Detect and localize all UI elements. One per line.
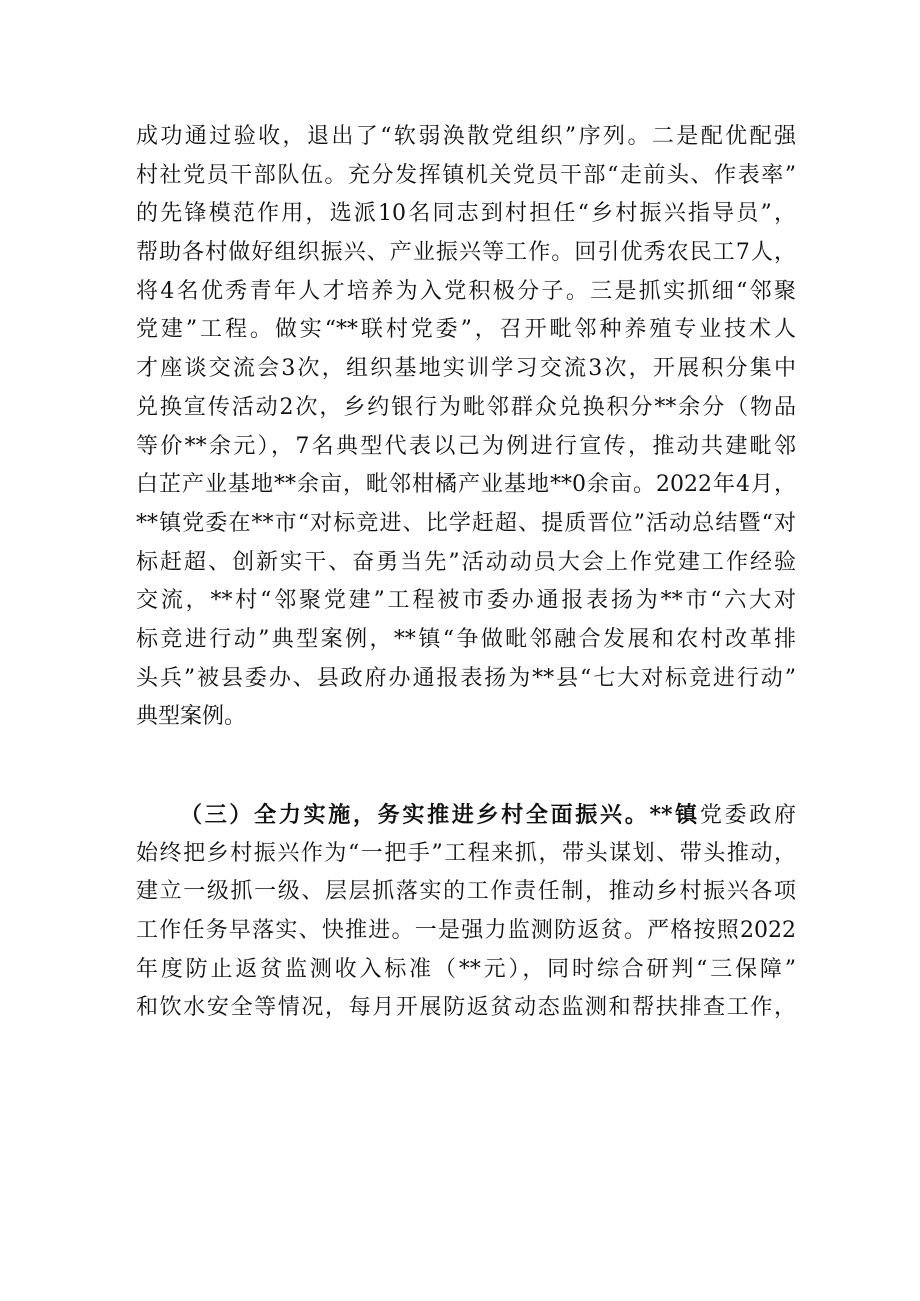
paragraph-line: 标竞进行动”典型案例，**镇“争做毗邻融合发展和农村改革排 — [136, 626, 796, 652]
paragraph-line: 才座谈交流会3次，组织基地实训学习交流3次，开展积分集中 — [136, 356, 796, 382]
paragraph-line: 典型案例。 — [136, 704, 247, 730]
section-heading: （三）全力实施，务实推进乡村全面振兴。 — [180, 802, 650, 828]
paragraph-line: 标赶超、创新实干、奋勇当先”活动动员大会上作党建工作经验 — [136, 549, 796, 575]
section-heading-town: **镇 — [649, 802, 700, 828]
paragraph-line: 帮助各村做好组织振兴、产业振兴等工作。回引优秀农民工7人， — [136, 240, 796, 266]
paragraph-line: 工作任务早落实、快推进。一是强力监测防返贫。严格按照2022 — [136, 918, 796, 944]
paragraph-line: 将4名优秀青年人才培养为入党积极分子。三是抓实抓细“邻聚 — [136, 278, 796, 304]
paragraph-line: 年度防止返贫监测收入标准（**元），同时综合研判“三保障” — [136, 956, 796, 982]
paragraph-line: 兑换宣传活动2次，乡约银行为毗邻群众兑换积分**余分（物品 — [136, 394, 796, 420]
first-line-text: 党委政府 — [699, 803, 796, 828]
paragraph-line: 和饮水安全等情况，每月开展防返贫动态监测和帮扶排查工作， — [136, 995, 796, 1021]
paragraph-line: 的先锋模范作用，选派10名同志到村担任“乡村振兴指导员”， — [136, 201, 796, 227]
paragraph-line: 白芷产业基地**余亩，毗邻柑橘产业基地**0余亩。2022年4月， — [136, 472, 796, 498]
paragraph-line: 成功通过验收，退出了“软弱涣散党组织”序列。二是配优配强 — [136, 124, 796, 149]
paragraph-rural-revitalization — [136, 796, 796, 1028]
paragraph-line: 党建”工程。做实“**联村党委”，召开毗邻种养殖专业技术人 — [136, 317, 796, 343]
paragraph-line: 村社党员干部队伍。充分发挥镇机关党员干部“走前头、作表率” — [136, 162, 796, 188]
paragraph-party-building — [136, 118, 796, 737]
paragraph-line: **镇党委在**市“对标竞进、比学赶超、提质晋位”活动总结暨“对 — [136, 510, 796, 536]
paragraph-line: 等价**余元），7名典型代表以己为例进行宣传，推动共建毗邻 — [136, 433, 796, 459]
paragraph-line: 头兵”被县委办、县政府办通报表扬为**县“七大对标竞进行动” — [136, 665, 796, 691]
paragraph-line: 建立一级抓一级、层层抓落实的工作责任制，推动乡村振兴各项 — [136, 879, 796, 905]
paragraph-line: 始终把乡村振兴作为“一把手”工程来抓，带头谋划、带头推动， — [136, 840, 796, 866]
paragraph-line: 交流，**村“邻聚党建”工程被市委办通报表扬为**市“六大对 — [136, 588, 796, 614]
paragraph-first-line — [136, 796, 796, 835]
